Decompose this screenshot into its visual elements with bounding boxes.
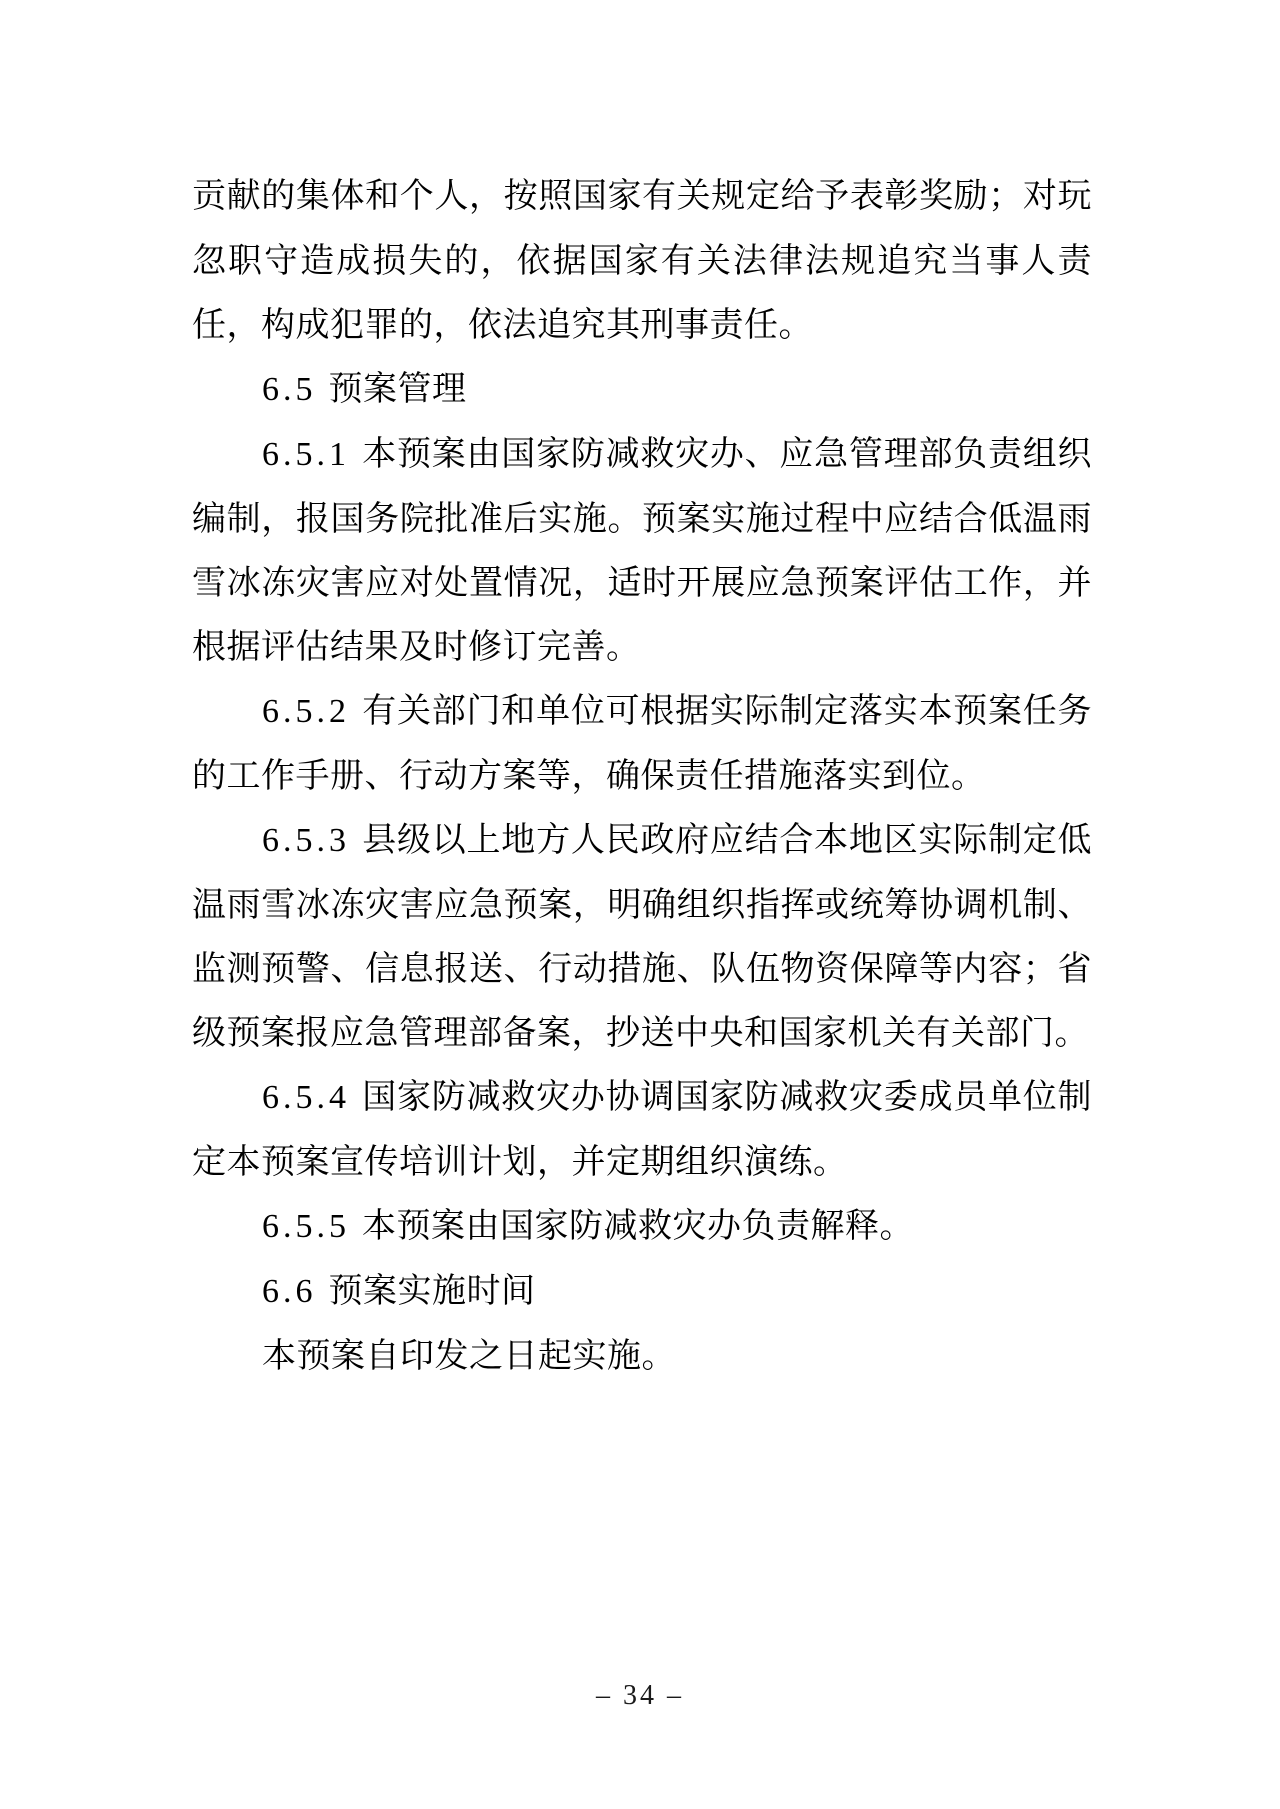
- paragraph-text: 国家防减救灾办协调国家防减救灾委成员单位制定本预案宣传培训计划，并定期组织演练。: [192, 1078, 1092, 1181]
- section-number: 6.6: [262, 1273, 317, 1310]
- page-number: – 34 –: [596, 1680, 684, 1711]
- paragraph-continuation: [192, 164, 1092, 357]
- paragraph-6-5-3: [192, 808, 1092, 1065]
- paragraph-text: 贡献的集体和个人，按照国家有关规定给予表彰奖励；对玩忽职守造成损失的，依据国家有关法律法规追究当事人责任，构成犯罪的，依法追究其刑事责任。: [192, 177, 1092, 344]
- paragraph-text: 本预案由国家防减救灾办负责解释。: [362, 1207, 914, 1245]
- paragraph-6-5-1: [192, 422, 1092, 679]
- paragraph-6-5-4: [192, 1065, 1092, 1194]
- paragraph-6-5-5: [192, 1194, 1092, 1259]
- paragraph-text: 有关部门和单位可根据实际制定落实本预案任务的工作手册、行动方案等，确保责任措施落实到位。: [192, 692, 1092, 795]
- section-heading-6-5: [192, 357, 1092, 422]
- paragraph-6-5-2: [192, 679, 1092, 808]
- paragraph-text: 本预案自印发之日起实施。: [262, 1337, 676, 1375]
- section-heading-6-6: [192, 1259, 1092, 1324]
- paragraph-text: 本预案由国家防减救灾办、应急管理部负责组织编制，报国务院批准后实施。预案实施过程中应结合低温雨雪冰冻灾害应对处置情况，适时开展应急预案评估工作，并根据评估结果及时修订完善。: [192, 435, 1092, 666]
- paragraph-implementation: [192, 1324, 1092, 1389]
- document-body: [192, 164, 1092, 1389]
- section-number: 6.5.3: [262, 822, 350, 859]
- section-number: 6.5: [262, 371, 317, 408]
- paragraph-text: 县级以上地方人民政府应结合本地区实际制定低温雨雪冰冻灾害应急预案，明确组织指挥或统筹协调机制、监测预警、信息报送、行动措施、队伍物资保障等内容；省级预案报应急管理部备案，抄送中央和国家机关有关部门。: [192, 821, 1092, 1052]
- section-number: 6.5.2: [262, 693, 350, 730]
- section-number: 6.5.1: [262, 436, 350, 473]
- section-heading-text: 预案管理: [328, 370, 467, 408]
- section-number: 6.5.5: [262, 1208, 350, 1245]
- section-number: 6.5.4: [262, 1079, 350, 1116]
- section-heading-text: 预案实施时间: [328, 1272, 536, 1310]
